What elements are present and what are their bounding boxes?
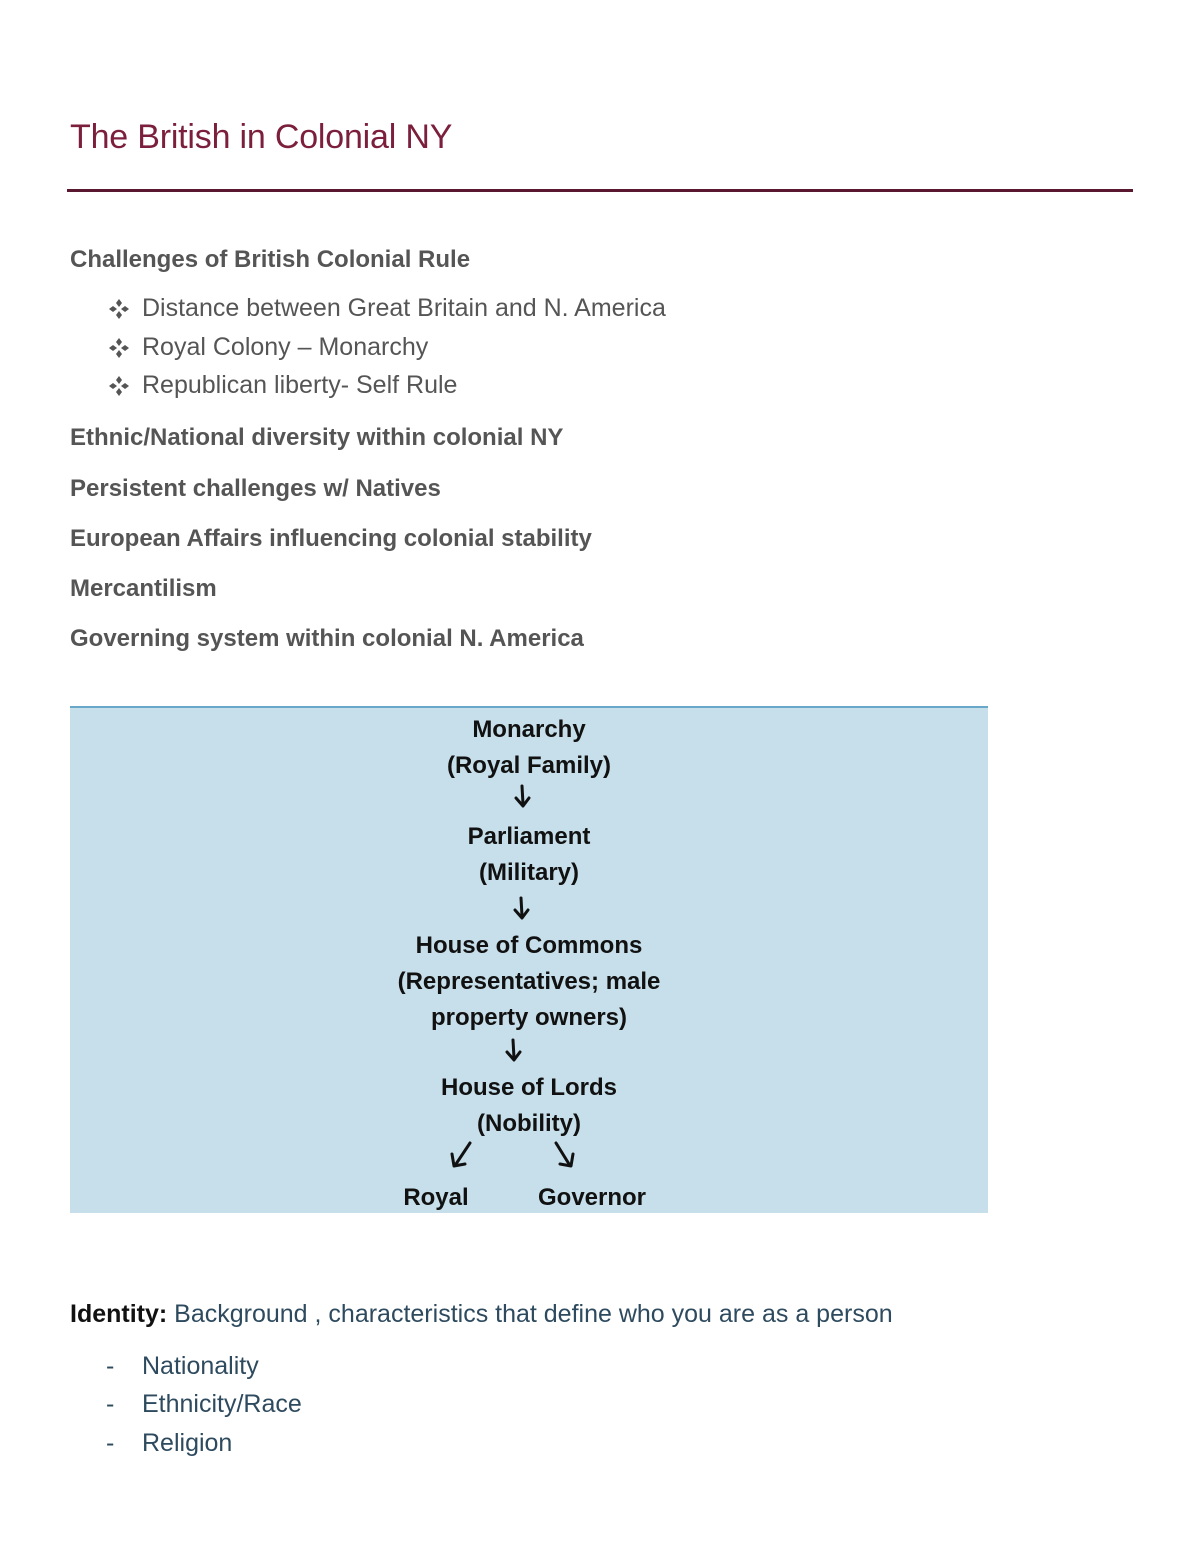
title-divider	[67, 189, 1133, 192]
node-sublabel: property owners)	[430, 1004, 628, 1031]
down-arrow-icon	[511, 784, 535, 810]
down-right-arrow-icon	[551, 1140, 577, 1170]
list-item-text: Nationality	[142, 1352, 259, 1380]
node-house-of-commons	[70, 928, 988, 1036]
identity-definition-text: Background , characteristics that define who you are as a person	[167, 1300, 893, 1328]
node-label: Parliament	[467, 823, 591, 850]
node-sublabel: (Military)	[478, 859, 579, 886]
list-item	[106, 1429, 232, 1458]
node-parliament	[70, 819, 988, 891]
node-label: House of Lords	[440, 1074, 617, 1101]
list-item	[106, 1390, 302, 1419]
node-sublabel: (Nobility)	[477, 1110, 581, 1137]
node-sublabel: (Royal Family)	[446, 752, 612, 779]
node-house-of-lords	[70, 1070, 988, 1142]
bullet-item	[108, 371, 457, 400]
list-item-text: Ethnicity/Race	[142, 1390, 302, 1418]
down-arrow-icon	[510, 896, 534, 922]
list-item	[106, 1352, 259, 1381]
bullet-item	[108, 333, 428, 362]
four-diamond-bullet-icon	[108, 337, 130, 359]
bullet-text: Distance between Great Britain and N. America	[142, 294, 666, 322]
down-left-arrow-icon	[448, 1140, 474, 1170]
page-title: The British in Colonial NY	[70, 118, 453, 156]
section-heading: Governing system within colonial N. America	[70, 625, 584, 652]
node-label: House of Commons	[415, 932, 643, 959]
list-item-text: Religion	[142, 1429, 233, 1457]
bullet-item	[108, 294, 666, 323]
identity-label: Identity:	[70, 1300, 168, 1328]
bullet-text: Royal Colony – Monarchy	[142, 333, 429, 361]
dash-bullet: -	[106, 1390, 115, 1418]
section-heading: Ethnic/National diversity within colonial NY	[70, 424, 564, 451]
dash-bullet: -	[106, 1352, 115, 1380]
node-monarchy	[70, 712, 988, 784]
section-heading: European Affairs influencing colonial stability	[70, 525, 592, 552]
section-heading: Mercantilism	[70, 575, 217, 602]
governing-hierarchy-diagram	[70, 706, 988, 1213]
four-diamond-bullet-icon	[108, 375, 130, 397]
node-label: Monarchy	[472, 716, 586, 743]
node-sublabel: (Representatives; male	[397, 968, 661, 995]
node-governor: Governor	[537, 1184, 647, 1211]
identity-definition	[70, 1300, 893, 1329]
section-heading-challenges: Challenges of British Colonial Rule	[70, 246, 471, 273]
bullet-text: Republican liberty- Self Rule	[142, 371, 458, 399]
down-arrow-icon	[502, 1038, 526, 1064]
node-royal: Royal	[403, 1184, 469, 1211]
four-diamond-bullet-icon	[108, 298, 130, 320]
dash-bullet: -	[106, 1429, 115, 1457]
section-heading: Persistent challenges w/ Natives	[70, 475, 441, 502]
